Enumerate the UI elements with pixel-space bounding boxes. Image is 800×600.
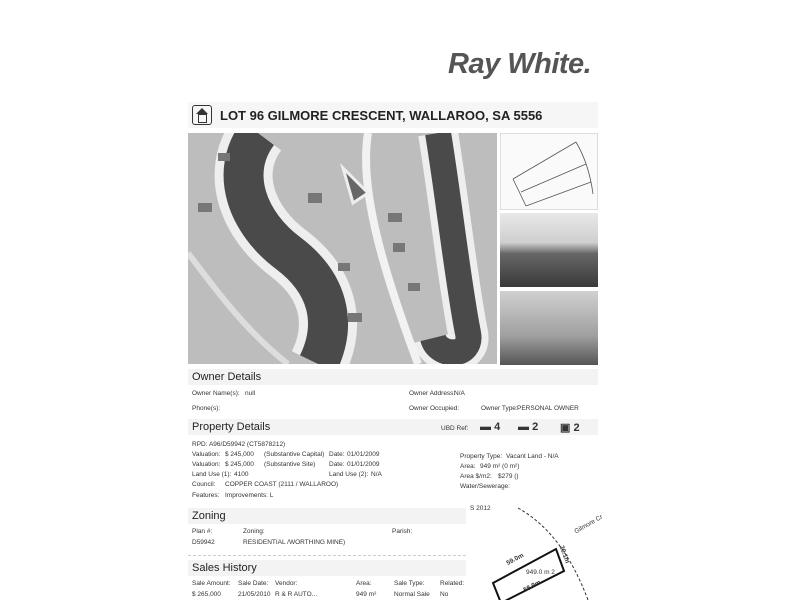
car-spaces xyxy=(560,421,580,434)
car-icon: ▣ xyxy=(560,422,571,434)
divider xyxy=(188,555,466,556)
sales-history-section xyxy=(188,560,466,600)
owner-occupied-label: Owner Occupied: xyxy=(409,405,460,412)
column-header: Vendor: xyxy=(275,580,298,587)
bedrooms xyxy=(480,421,500,433)
land-use-2-label: Land Use (2): xyxy=(329,471,369,478)
owner-type: PERSONAL OWNER xyxy=(517,405,579,412)
home-icon xyxy=(192,105,212,125)
owner-details-section xyxy=(188,369,598,415)
bed-icon: ▬ xyxy=(480,421,491,433)
side-length: 58.9m xyxy=(522,579,543,594)
area-label: Area: xyxy=(460,463,476,470)
owner-type-label: Owner Type: xyxy=(481,405,518,412)
valuation-label: Valuation: xyxy=(192,461,221,468)
water-sewerage-label: Water/Sewerage: xyxy=(460,483,510,490)
waterfront-photo-2[interactable] xyxy=(500,291,598,365)
valuation-capital-type: (Substantive Capital) xyxy=(264,451,325,458)
sale-area: 949 m² xyxy=(356,591,377,598)
column-header: Sale Amount: xyxy=(192,580,231,587)
council-label: Council: xyxy=(192,481,216,488)
lot-boundary-sketch xyxy=(468,503,605,600)
ubd-ref-label: UBD Ref: xyxy=(441,425,469,432)
zoning-value: RESIDENTIAL /WORTHING MINE) xyxy=(243,539,346,546)
zoning-section xyxy=(188,508,466,552)
column-header: Related: xyxy=(440,580,465,587)
land-use-1-label: Land Use (1): xyxy=(192,471,232,478)
lot-plan-thumbnail[interactable] xyxy=(500,133,598,210)
property-type-label: Property Type: xyxy=(460,453,503,460)
car-count: 2 xyxy=(573,422,580,434)
property-details-heading: Property Details xyxy=(188,419,598,435)
bathrooms xyxy=(518,421,538,433)
column-header: Sale Type: xyxy=(394,580,425,587)
bed-count: 4 xyxy=(494,421,501,433)
features: Improvements: L xyxy=(225,492,274,499)
column-header: Sale Date: xyxy=(238,580,269,587)
sales-history-heading: Sales History xyxy=(188,560,466,576)
owner-address: N/A xyxy=(454,390,465,397)
owner-address-label: Owner Address: xyxy=(409,390,456,397)
side-length: 20.1m xyxy=(557,544,571,565)
valuation-capital-date: 01/01/2009 xyxy=(347,451,380,458)
owner-name-label: Owner Name(s): xyxy=(192,390,240,397)
parish-label: Parish: xyxy=(392,528,413,535)
property-details-section xyxy=(188,419,598,505)
valuation-site-date: 01/01/2009 xyxy=(347,461,380,468)
owner-details-heading: Owner Details xyxy=(188,369,598,385)
date-label: Date: xyxy=(329,461,345,468)
area: 949 m² (0 m²) xyxy=(480,463,520,470)
land-use-2: N/A xyxy=(371,471,382,478)
related: No xyxy=(440,591,449,598)
phone-label: Phone(s): xyxy=(192,405,221,412)
street-label: Gilmore Cr xyxy=(573,513,605,536)
vendor: R & R AUTO... xyxy=(275,591,318,598)
zoning-label: Zoning: xyxy=(243,528,265,535)
owner-name: null xyxy=(245,390,256,397)
sale-date: 21/05/2010 xyxy=(238,591,271,598)
column-header: Area: xyxy=(356,580,372,587)
zoning-heading: Zoning xyxy=(188,508,466,524)
land-use-1: 4100 xyxy=(234,471,249,478)
date-label: Date: xyxy=(329,451,345,458)
council: COPPER COAST (2111 / WALLAROO) xyxy=(225,481,339,488)
ray-white-logo: Ray White. xyxy=(448,48,592,80)
area-per-m2: $279 () xyxy=(498,473,519,480)
valuation-label: Valuation: xyxy=(192,451,221,458)
waterfront-photo-1[interactable] xyxy=(500,213,598,287)
plan-label: Plan #: xyxy=(192,528,213,535)
property-title-bar xyxy=(188,102,598,128)
sketch-ref: S 2012 xyxy=(470,505,491,512)
sale-type: Normal Sale xyxy=(394,591,430,598)
rpd: RPD: A96/D59942 (CT5878212) xyxy=(192,441,286,448)
aerial-map-image xyxy=(188,133,497,364)
sale-amount: $ 265,000 xyxy=(192,591,221,598)
lot-area: 949.0 m 2 xyxy=(526,569,555,576)
area-per-m2-label: Area $/m2: xyxy=(460,473,492,480)
valuation-capital: $ 245,000 xyxy=(225,451,254,458)
side-length: 59.0m xyxy=(505,552,526,567)
property-type: Vacant Land - N/A xyxy=(506,453,559,460)
plan-number: D59942 xyxy=(192,539,215,546)
bath-icon: ▬ xyxy=(518,421,529,433)
features-label: Features: xyxy=(192,492,220,499)
bath-count: 2 xyxy=(532,421,539,433)
valuation-site: $ 245,000 xyxy=(225,461,254,468)
property-address: LOT 96 GILMORE CRESCENT, WALLAROO, SA 5556 xyxy=(220,107,543,123)
valuation-site-type: (Substantive Site) xyxy=(264,461,316,468)
